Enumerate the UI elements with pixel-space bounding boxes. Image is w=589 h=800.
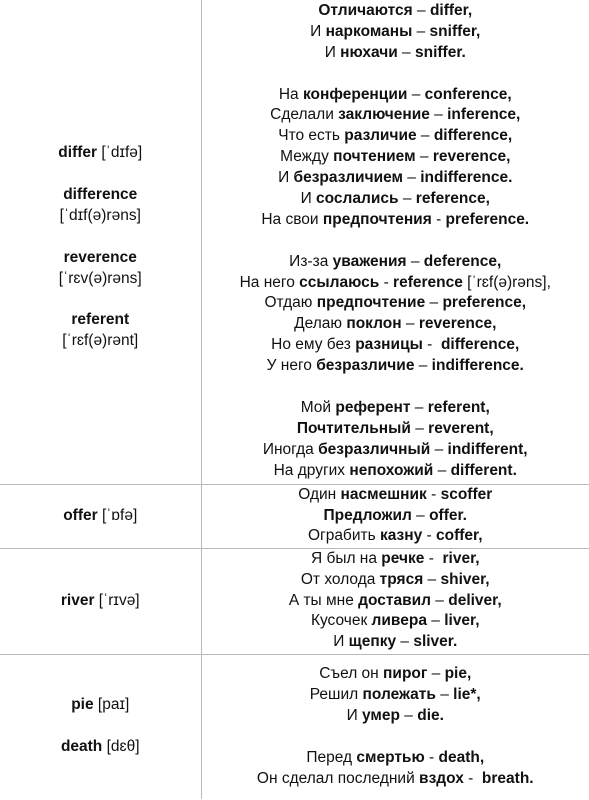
word-entry (0, 143, 201, 164)
dash: – (430, 440, 448, 458)
en-word: difference, (433, 127, 513, 145)
dash: – (426, 612, 445, 630)
en-word: inference, (447, 106, 521, 124)
stanza-gap (202, 64, 589, 85)
ru-word: речке (381, 549, 425, 567)
word-entry (0, 331, 201, 352)
word-cell (0, 548, 201, 654)
poem-line (202, 706, 589, 727)
poem-lines (202, 485, 589, 548)
word-entry (0, 506, 201, 527)
suffix: [ˈrɛf(ə)rəns], (462, 273, 551, 291)
en-word: reference, (415, 190, 490, 208)
en-word: die. (417, 706, 444, 724)
poem-line (202, 85, 589, 106)
poem-line (202, 356, 589, 377)
dash: – (398, 190, 416, 208)
dash: – (433, 461, 451, 479)
poem-line (202, 526, 589, 547)
word-entry (0, 310, 201, 331)
poem-line (202, 189, 589, 210)
poem-lines (202, 1, 589, 481)
word: offer (63, 506, 98, 524)
poem-cell (201, 654, 589, 799)
poem-lines (202, 664, 589, 789)
en-word: reverence, (432, 148, 511, 166)
en-word: deliver, (448, 591, 502, 609)
prefix: И (300, 190, 317, 208)
prefix: На других (273, 461, 350, 479)
word-entry (0, 206, 201, 227)
ru-word: вздох (419, 769, 464, 787)
ru-word: заключение (338, 106, 430, 124)
word-cell (0, 654, 201, 799)
poem-cell (201, 0, 589, 484)
table-row (0, 548, 589, 654)
ru-word: смертью (356, 748, 425, 766)
ru-word: нюхачи (340, 43, 398, 61)
ru-word: непохожий (349, 461, 434, 479)
poem-line (202, 591, 589, 612)
stanza-gap (202, 377, 589, 398)
dash: – (396, 633, 414, 651)
dash: - (426, 485, 441, 503)
prefix: Между (280, 148, 334, 166)
dash: – (412, 2, 430, 19)
poem-line (202, 335, 589, 356)
prefix: Сделали (270, 106, 339, 124)
word: differ (58, 144, 98, 162)
dash: – (403, 169, 421, 187)
en-word: conference, (424, 85, 512, 103)
word: pie (71, 696, 94, 714)
prefix: Что есть (278, 127, 345, 145)
poem-line (202, 314, 589, 335)
en-word: liver, (444, 612, 480, 630)
stanza-gap (202, 231, 589, 252)
ru-word: различие (344, 127, 417, 145)
dash: - (424, 748, 439, 766)
ru-word: насмешник (340, 485, 427, 503)
ru-word: Предложил (323, 506, 412, 524)
word-list (0, 143, 201, 352)
prefix: Иногда (262, 440, 319, 458)
en-word: breath. (481, 769, 534, 787)
dash: - (379, 273, 394, 291)
dash: – (411, 506, 430, 524)
poem-line (202, 685, 589, 706)
transcription: [ˈdɪf(ə)rəns] (59, 206, 141, 224)
poem-cell (201, 548, 589, 654)
prefix: Мой (300, 398, 336, 416)
prefix: И (333, 633, 349, 651)
ru-word: предпочтения (322, 210, 432, 228)
transcription: [paɪ] (93, 696, 130, 714)
prefix: Один (298, 485, 341, 503)
ru-word: ссылаюсь (299, 273, 380, 291)
poem-line (202, 748, 589, 769)
ru-word: безразличием (293, 169, 403, 187)
word-entry (0, 737, 201, 758)
ru-word: референт (335, 398, 411, 416)
poem-line (202, 126, 589, 147)
poem-line (202, 440, 589, 461)
word-cell (0, 484, 201, 548)
word-entry (0, 248, 201, 269)
dash: - (422, 527, 436, 545)
en-word: reverent, (428, 419, 494, 437)
dash: – (416, 127, 434, 145)
dash: – (431, 591, 449, 609)
table-row (0, 484, 589, 548)
dash: – (397, 43, 415, 61)
prefix: И (324, 43, 341, 61)
stanza-gap (202, 727, 589, 748)
ru-word: разницы (355, 336, 423, 354)
poem-cell (201, 484, 589, 548)
poem-line (202, 506, 589, 527)
poem-line (202, 43, 589, 64)
word: river (60, 591, 95, 609)
ru-word: безразличие (316, 357, 415, 375)
en-word: pie, (444, 665, 472, 683)
word: reverence (63, 248, 137, 266)
transcription: [dɛθ] (102, 738, 140, 756)
word: death (60, 738, 103, 756)
en-word: preference, (442, 294, 527, 312)
prefix: Перед (306, 748, 357, 766)
poem-line (202, 293, 589, 314)
ru-word: казну (379, 527, 423, 545)
poem-line (202, 22, 589, 43)
prefix: От холода (300, 570, 380, 588)
ru-word: ливера (371, 612, 427, 630)
en-word: indifference. (431, 357, 524, 375)
dash: – (435, 685, 454, 703)
prefix: Но ему без (271, 336, 356, 354)
ru-word: уважения (332, 252, 407, 270)
dash: – (400, 706, 418, 724)
en-word: reference (393, 273, 463, 291)
en-word: sniffer. (414, 43, 466, 61)
prefix: На него (239, 273, 300, 291)
en-word: death, (438, 748, 485, 766)
en-word: indifferent, (447, 440, 528, 458)
dash: - (424, 549, 443, 567)
en-word: differ, (429, 2, 473, 19)
prefix: Съел он (319, 665, 384, 683)
prefix: Из-за (289, 252, 333, 270)
poem-lines (202, 549, 589, 653)
prefix: Отдаю (264, 294, 317, 312)
word-entry (0, 185, 201, 206)
prefix: У него (266, 357, 317, 375)
prefix: На (278, 85, 303, 103)
prefix: А ты мне (288, 591, 359, 609)
dash: – (425, 294, 443, 312)
dash: - (431, 210, 446, 228)
prefix: Ограбить (307, 527, 380, 545)
dash: – (423, 570, 441, 588)
en-word: referent, (427, 398, 490, 416)
en-word: sliver. (413, 633, 458, 651)
dash: – (401, 315, 419, 333)
dash: – (414, 357, 432, 375)
dash: – (407, 85, 425, 103)
word-entry (0, 695, 201, 716)
transcription: [ˈrɪvə] (94, 591, 140, 609)
transcription: [ˈrɛf(ə)rənt] (62, 332, 139, 350)
poem-line (202, 168, 589, 189)
poem-line (202, 769, 589, 790)
ru-word: безразличный (318, 440, 431, 458)
poem-line (202, 570, 589, 591)
poem-line (202, 252, 589, 273)
poem-line (202, 1, 589, 22)
en-word: offer. (429, 506, 467, 524)
en-word: river, (442, 549, 480, 567)
ru-word: пирог (383, 665, 428, 683)
prefix: Он сделал последний (256, 769, 420, 787)
en-word: indifference. (420, 169, 513, 187)
ru-word: предпочтение (316, 294, 426, 312)
transcription: [ˈrɛv(ə)rəns] (58, 269, 142, 287)
ru-word: щепку (348, 633, 397, 651)
word-entry (0, 591, 201, 612)
dash: - (422, 336, 441, 354)
ru-word: Почтительный (296, 419, 411, 437)
ru-word: сослались (316, 190, 399, 208)
poem-line (202, 632, 589, 653)
prefix: Я был на (310, 549, 382, 567)
dash: – (410, 398, 428, 416)
dash: – (410, 419, 429, 437)
table-row (0, 654, 589, 799)
poem-line (202, 105, 589, 126)
poem-line (202, 664, 589, 685)
ru-word: наркоманы (325, 22, 413, 40)
en-word: different. (450, 461, 517, 479)
ru-word: полежать (362, 685, 436, 703)
transcription: [ˈdɪfə] (97, 144, 143, 162)
en-word: deference, (423, 252, 502, 270)
ru-word: тряся (379, 570, 424, 588)
ru-word: умер (362, 706, 400, 724)
en-word: difference, (440, 336, 520, 354)
poem-line (202, 210, 589, 231)
en-word: preference. (445, 210, 530, 228)
en-word: reverence, (418, 315, 497, 333)
word: difference (63, 186, 138, 204)
poem-line (202, 147, 589, 168)
prefix: И (310, 22, 326, 40)
word-cell (0, 0, 201, 484)
prefix: На свои (261, 210, 323, 228)
poem-line (202, 549, 589, 570)
ru-word: почтением (333, 148, 416, 166)
prefix: И (278, 169, 294, 187)
poem-line (202, 398, 589, 419)
poem-line (202, 273, 589, 294)
dash: – (427, 665, 445, 683)
ru-word: Отличаются (318, 2, 413, 19)
word-entry (0, 269, 201, 290)
dash: – (412, 22, 430, 40)
poem-line (202, 485, 589, 506)
ru-word: конференции (302, 85, 408, 103)
en-word: coffer, (436, 527, 483, 545)
en-word: sniffer, (429, 22, 481, 40)
en-word: shiver, (440, 570, 490, 588)
transcription: [ˈɒfə] (97, 506, 138, 524)
en-word: lie*, (453, 685, 481, 703)
prefix: И (346, 706, 363, 724)
prefix: Кусочек (310, 612, 372, 630)
poem-line (202, 461, 589, 482)
poem-line (202, 611, 589, 632)
ru-word: поклон (346, 315, 402, 333)
dash: – (429, 106, 448, 124)
prefix: Делаю (294, 315, 347, 333)
dash: – (415, 148, 433, 166)
en-word: scoffer (440, 485, 493, 503)
word: referent (71, 311, 130, 329)
dash: - (463, 769, 482, 787)
ru-word: доставил (358, 591, 431, 609)
dash: – (406, 252, 424, 270)
prefix: Решил (309, 685, 363, 703)
poem-line (202, 419, 589, 440)
